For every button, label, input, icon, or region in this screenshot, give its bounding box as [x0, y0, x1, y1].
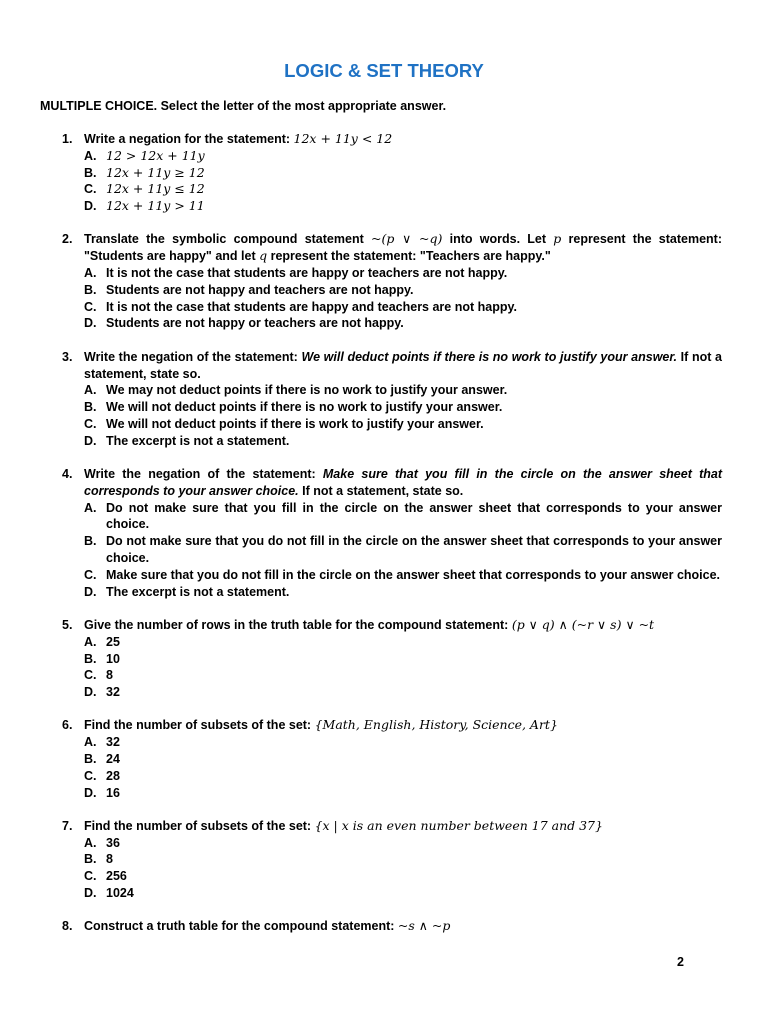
text-run: Do not make sure that you fill in the circle on the answer sheet that corresponds to your answer choice.	[106, 500, 722, 532]
text-run: Students are not happy and teachers are not happy.	[106, 282, 414, 297]
text-run: Make sure that you do not fill in the circle on the answer sheet that corresponds to your answer choice.	[106, 567, 721, 582]
math-expression: 12x + 11y > 11	[106, 198, 205, 214]
text-run: into words. Let	[442, 232, 554, 247]
question-number: 1.	[62, 132, 73, 146]
question-8	[62, 918, 722, 935]
question-text	[84, 818, 722, 835]
answer-option	[84, 382, 722, 399]
answer-option	[84, 684, 722, 701]
text-run: 16	[106, 785, 120, 800]
question-number: 7.	[62, 818, 73, 833]
question-5	[62, 617, 722, 701]
question-text	[84, 231, 722, 265]
text-run: 36	[106, 835, 120, 850]
option-letter: C.	[84, 416, 97, 431]
question-3	[62, 349, 722, 450]
option-letter: C.	[84, 182, 97, 197]
text-run: 32	[106, 735, 120, 750]
text-run: Write the negation of the statement:	[84, 467, 323, 482]
answer-option	[84, 148, 722, 165]
question-body	[84, 231, 722, 332]
question-text	[84, 918, 722, 935]
question-text	[84, 717, 722, 734]
answer-option	[84, 567, 722, 584]
text-run: 24	[106, 752, 120, 766]
answer-option	[84, 181, 722, 198]
question-body	[84, 131, 722, 215]
answer-option	[84, 651, 722, 668]
text-run: 32	[106, 685, 120, 700]
answer-option	[84, 416, 722, 433]
option-letter: B.	[84, 852, 97, 867]
option-text	[106, 667, 722, 684]
question-body	[84, 617, 722, 701]
option-text	[106, 416, 722, 433]
math-expression: (p ∨ q) ∧ (~r ∨ s) ∨ ~t	[511, 616, 655, 632]
text-run: If not a statement, state so.	[298, 483, 464, 498]
option-text	[106, 265, 722, 282]
option-letter: C.	[84, 299, 97, 314]
text-run: 25	[106, 634, 120, 649]
text-run: Find the number of subsets of the set:	[84, 818, 315, 833]
answer-option	[84, 584, 722, 601]
option-text	[106, 567, 722, 584]
option-letter: B.	[84, 400, 97, 415]
text-run: 8	[106, 668, 113, 683]
answer-option	[84, 885, 722, 902]
text-run: 256	[106, 869, 127, 884]
math-expression: q	[259, 248, 268, 264]
answer-option	[84, 265, 722, 282]
text-run: 28	[106, 768, 120, 783]
answer-option	[84, 835, 722, 852]
math-expression: ~(p ∨ ~q)	[371, 231, 443, 247]
answer-option	[84, 198, 722, 215]
text-run: We will not deduct points if there is work to justify your answer.	[106, 416, 484, 431]
question-7	[62, 818, 722, 902]
question-body	[84, 918, 722, 935]
option-letter: C.	[84, 567, 97, 582]
option-letter: D.	[84, 584, 97, 599]
option-text	[106, 433, 722, 450]
answer-option	[84, 500, 722, 534]
math-expression: {Math, English, History, Science, Art}	[314, 717, 558, 733]
option-text	[106, 785, 722, 802]
question-number: 6.	[62, 718, 73, 733]
text-run: The excerpt is not a statement.	[106, 433, 290, 448]
emphasized-text: We will deduct points if there is no work to justify your answer.	[301, 349, 678, 364]
option-text	[106, 282, 722, 299]
option-letter: B.	[84, 752, 97, 766]
question-text	[84, 617, 722, 634]
question-6	[62, 717, 722, 801]
answer-option	[84, 734, 722, 751]
question-list	[62, 131, 722, 952]
option-text	[106, 299, 722, 316]
text-run: Translate the symbolic compound statement	[84, 232, 371, 247]
option-text	[106, 851, 722, 868]
option-text	[106, 651, 722, 668]
text-run: Find the number of subsets of the set:	[84, 718, 315, 733]
text-run: Construct a truth table for the compound statement:	[84, 919, 398, 934]
emphasized-text: Make sure that you fill in the circle on the answer sheet that corresponds to your answer choice.	[84, 467, 722, 498]
option-text	[106, 533, 722, 567]
option-text	[106, 734, 722, 751]
question-number: 5.	[62, 617, 73, 632]
text-run: It is not the case that students are happy and teachers are not happy.	[106, 299, 517, 314]
text-run: We may not deduct points if there is no work to justify your answer.	[106, 383, 508, 398]
question-body	[84, 466, 722, 600]
question-1	[62, 131, 722, 215]
question-body	[84, 818, 722, 902]
question-2	[62, 231, 722, 332]
option-letter: A.	[84, 266, 97, 281]
option-text	[106, 684, 722, 701]
answer-option	[84, 315, 722, 332]
question-number: 4.	[62, 467, 73, 482]
option-text	[106, 835, 722, 852]
option-letter: D.	[84, 886, 97, 901]
text-run: It is not the case that students are happy or teachers are not happy.	[106, 266, 508, 281]
option-letter: A.	[84, 383, 97, 398]
answer-option	[84, 785, 722, 802]
text-run: 8	[106, 852, 113, 867]
option-letter: D.	[84, 199, 97, 214]
option-letter: D.	[84, 316, 97, 331]
option-letter: A.	[84, 835, 97, 850]
option-letter: D.	[84, 433, 97, 448]
option-text	[106, 584, 722, 601]
option-text	[106, 382, 722, 399]
option-letter: A.	[84, 500, 97, 515]
question-number: 8.	[62, 919, 73, 934]
text-run: Write the negation of the statement:	[84, 349, 302, 364]
answer-option	[84, 399, 722, 416]
option-text	[106, 181, 722, 198]
question-text	[84, 349, 722, 383]
answer-option	[84, 751, 722, 768]
option-letter: C.	[84, 768, 97, 783]
math-expression: p	[553, 231, 562, 247]
option-text	[106, 634, 722, 651]
option-text	[106, 751, 722, 768]
option-letter: A.	[84, 735, 97, 750]
option-letter: B.	[84, 534, 97, 549]
text-run: If not a statement, state so.	[84, 349, 722, 381]
text-run: Give the number of rows in the truth table for the compound statement:	[84, 617, 512, 632]
option-letter: C.	[84, 668, 97, 683]
text-run: We will not deduct points if there is no work to justify your answer.	[106, 400, 503, 415]
answer-option	[84, 768, 722, 785]
option-text	[106, 768, 722, 785]
option-letter: A.	[84, 148, 97, 163]
option-letter: A.	[84, 634, 97, 649]
text-run: The excerpt is not a statement.	[106, 584, 290, 599]
option-text	[106, 500, 722, 534]
option-letter: D.	[84, 685, 97, 700]
answer-option	[84, 165, 722, 182]
question-body	[84, 717, 722, 801]
answer-option	[84, 868, 722, 885]
text-run: Do not make sure that you do not fill in the circle on the answer sheet that corresponds to your answer choice.	[106, 534, 722, 566]
answer-option	[84, 433, 722, 450]
answer-option	[84, 634, 722, 651]
text-run: Write a negation for the statement:	[84, 132, 294, 146]
question-text	[84, 131, 722, 148]
math-expression: 12x + 11y < 12	[293, 131, 393, 146]
option-letter: C.	[84, 869, 97, 884]
text-run: represent the statement: "Students are happy" and let	[84, 232, 722, 264]
option-text	[106, 885, 722, 902]
option-text	[106, 315, 722, 332]
question-body	[84, 349, 722, 450]
option-letter: B.	[84, 651, 97, 666]
question-4	[62, 466, 722, 600]
text-run: Students are not happy or teachers are not happy.	[106, 316, 404, 331]
math-expression: 12x + 11y ≥ 12	[106, 164, 205, 180]
answer-option	[84, 299, 722, 316]
answer-option	[84, 282, 722, 299]
option-text	[106, 148, 722, 165]
option-letter: B.	[84, 165, 97, 180]
page-title: LOGIC & SET THEORY	[284, 60, 484, 81]
text-run: 1024	[106, 886, 134, 901]
instructions: MULTIPLE CHOICE. Select the letter of the most appropriate answer.	[40, 99, 447, 113]
math-expression: 12 > 12x + 11y	[106, 147, 205, 163]
option-letter: D.	[84, 785, 97, 800]
option-text	[106, 399, 722, 416]
answer-option	[84, 533, 722, 567]
page-number: 2	[677, 955, 684, 969]
math-expression: 12x + 11y ≤ 12	[106, 181, 205, 197]
question-number: 2.	[62, 232, 73, 247]
question-number: 3.	[62, 349, 73, 364]
text-run: 10	[106, 651, 120, 666]
answer-option	[84, 851, 722, 868]
option-text	[106, 198, 722, 215]
question-text	[84, 466, 722, 500]
answer-option	[84, 667, 722, 684]
option-text	[106, 868, 722, 885]
text-run: represent the statement: "Teachers are happy."	[267, 249, 551, 264]
math-expression: {x | x is an even number between 17 and 37}	[314, 817, 603, 833]
option-text	[106, 165, 722, 182]
math-expression: ~s ∧ ~p	[397, 918, 451, 934]
option-letter: B.	[84, 282, 97, 297]
